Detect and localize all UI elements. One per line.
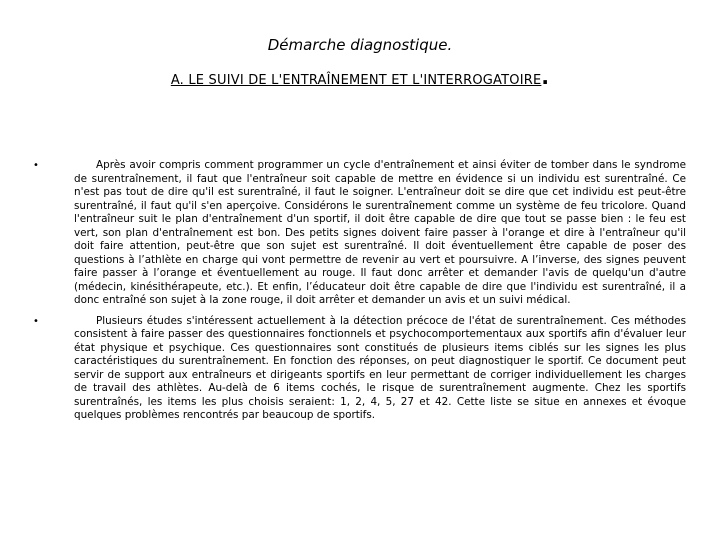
bullet-text: Plusieurs études s'intéressent actuellement à la détection précoce de l'état de surentraînement. Ces méthodes consistent à faire passer des questionnaires fonctionnels et psychocomportementaux aux sportifs afin d'évaluer leur état physique et psychique. Ces questionnaires sont constitués de plusieurs items ciblés sur les signes les plus caractéristiques du surentraînement. En fonction des réponses, on peut diagnostiquer le sportif. Ce document peut servir de support aux entraîneurs et dirigeants sportifs en leur permettant de corriger individuellement les charges de travail des athlètes. Au-delà de 6 items cochés, le risque de surentraînement augmente. Chez les sportifs surentraînés, les items les plus choisis seraient: 1, 2, 4, 5, 27 et 42. Cette liste se situe en annexes et évoque quelques problèmes rencontrés par beaucoup de sportifs.	[74, 314, 686, 421]
bullet-item	[30, 315, 686, 423]
subtitle-period: .	[541, 65, 550, 89]
bullet-marker: •	[33, 315, 39, 327]
bullet-item	[30, 159, 686, 308]
bullet-list	[30, 159, 686, 430]
slide-subtitle	[0, 65, 720, 89]
slide-title: Démarche diagnostique.	[267, 36, 453, 54]
bullet-marker: •	[33, 160, 39, 171]
subtitle-text: A. LE SUIVI DE L'ENTRAÎNEMENT ET L'INTERROGATOIRE	[170, 73, 542, 88]
bullet-text: Après avoir compris comment programmer un cycle d'entraînement et ainsi éviter de tomber dans le syndrome de surentraînement, il faut que l'entraîneur soit capable de mettre en évidence si un individu est surentraîné. Ce n'est pas tout de dire qu'il est surentraîné, il faut le soigner. L'entraîneur doit se dire que cet individu est peut-être surentraîné, il faut qu'il s'en aperçoive. Considérons le surentraînement comme un système de feu tricolore. Quand l'entraîneur suit le plan d'entraînement d'un sportif, il doit être capable de dire que tout se passe bien : le feu est vert, son plan d'entraînement est bon. Des petits signes doivent faire passer à l'orange et dire à l'entraîneur qu'il doit faire attention, peut-être que son sujet est surentraîné. Il doit éventuellement être capable de poser des questions à l’athlète en charge qui vont permettre de revenir au vert et poursuivre. A l’inverse, des signes peuvent faire passer à l’orange et éventuellement au rouge. Il faut donc arrêter et demander l'avis de quelqu'un d'autre (médecin, kinésithérapeute, etc.). Et enfin, l’éducateur doit être capable de dire que l'individu est surentraîné, il a donc entraîné son sujet à la zone rouge, il doit arrêter et demander un avis et un suivi médical.	[74, 159, 686, 306]
